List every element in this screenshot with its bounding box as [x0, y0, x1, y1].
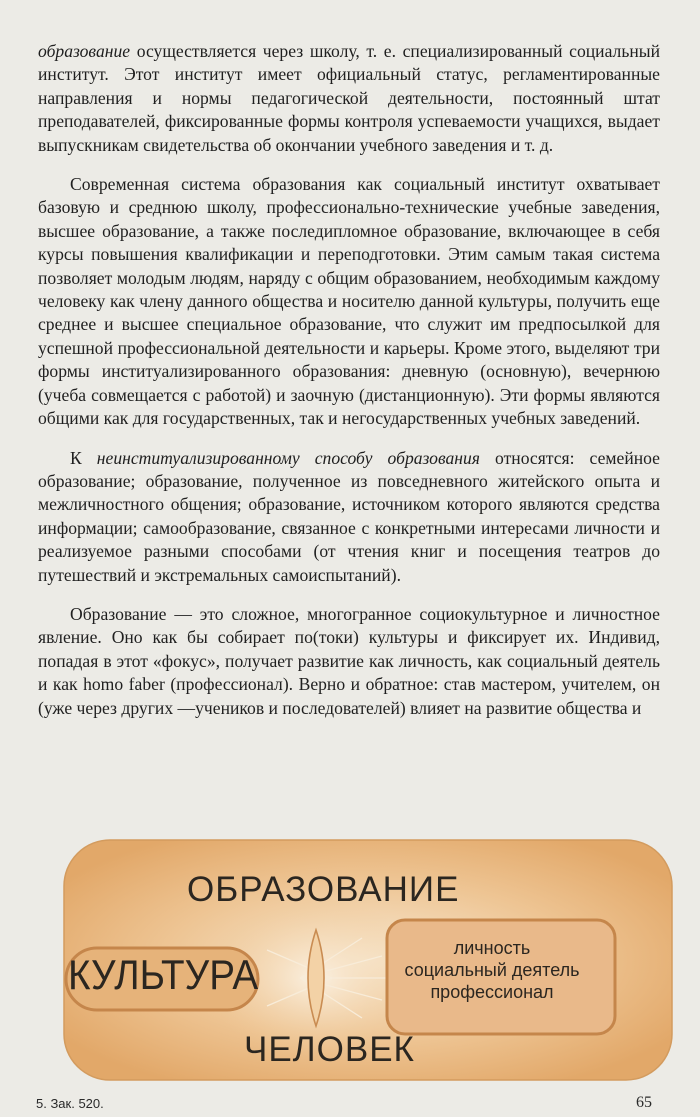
education-diagram — [62, 838, 674, 1082]
role-personality: личность — [453, 938, 531, 958]
print-signature: 5. Зак. 520. — [36, 1096, 104, 1111]
paragraph-1-text: осуществляется через школу, т. е. специализированный социальный институт. Этот институт имеет официальный статус, регламентированные направления и нормы педагогической деятельности, постоянный штат преподавателей, фиксированные формы контроля успеваемости учащихся, выдает выпускникам свидетельства об окончании учебного заведения и т. д. — [38, 41, 660, 155]
paragraph-3-prefix: К — [70, 447, 97, 468]
paragraph-3-text: относятся: семейное образование; образование, полученное из повседневного житейского опыта и межличностного общения; образование, источником которого являются средства информации; самообразование, связанное с конкретными интересами личности и реализуемое разными способами (от чтения книг и посещения театров до путешествий и экстремальных самоиспытаний). — [38, 447, 660, 585]
education-label: ОБРАЗОВАНИЕ — [187, 870, 460, 909]
page-number: 65 — [636, 1094, 652, 1111]
emphasis-term: неинституализированному способу образования — [96, 447, 480, 468]
paragraph-3 — [38, 447, 660, 587]
paragraph-1 — [38, 40, 660, 157]
human-label: ЧЕЛОВЕК — [244, 1030, 415, 1069]
role-social-actor: социальный деятель — [404, 960, 580, 980]
paragraph-4: Образование — это сложное, многогранное социокультурное и личностное явление. Оно как бы собирает по(токи) культуры и фиксирует их. Индивид, попадая в этот «фокус», получает развитие как личность, как социальный деятель и как homo faber (профессионал). Верно и обратное: став мастером, учителем, он (уже через других —учеников и последователей) влияет на развитие общества и — [38, 603, 660, 718]
emphasis-term: образование — [38, 41, 131, 61]
role-professional: профессионал — [430, 982, 554, 1002]
culture-label: КУЛЬТУРА — [68, 951, 259, 998]
paragraph-2: Современная система образования как социальный институт охватывает базовую и среднюю школу, профессионально-технические учебные заведения, высшее образование, а также последипломное образование, включающее в себя курсы повышения квалификации и переподготовки. Этим самым такая система позволяет молодым людям, наряду с общим образованием, необходимым каждому человеку как члену данного общества и носителю данной культуры, получить еще среднее и высшее специальное образование, что служит им предпосылкой для успешной профессиональной деятельности и карьеры. Кроме этого, выделяют три формы институализированного образования: дневную (основную), вечернюю (учеба совмещается с работой) и заочную (дистанционную). Эти формы являются общими как для государственных, так и негосударственных учебных заведений. — [38, 174, 660, 429]
page-body — [38, 40, 660, 736]
